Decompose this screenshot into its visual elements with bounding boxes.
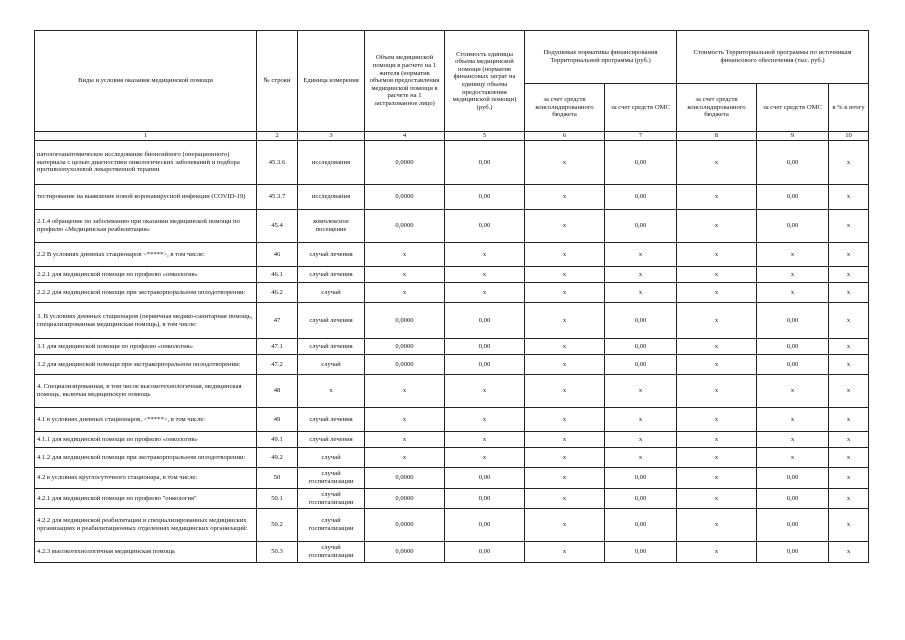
row-norm-oms: 0,00 (605, 468, 677, 489)
table-row (35, 542, 869, 563)
row-unit: случай лечения (298, 432, 365, 448)
row-unit-cost: 0,00 (445, 509, 525, 542)
row-cost-percent: х (829, 542, 869, 563)
row-cost-percent: х (829, 432, 869, 448)
row-unit-cost: х (445, 408, 525, 432)
row-name: 3. В условиях дневных стационаров (первичная медико-санитарная помощь, специализированная медицинская помощь), в том числе: (35, 303, 257, 339)
row-cost-oms: 0,00 (757, 185, 829, 210)
row-cost-percent: х (829, 375, 869, 408)
row-cost-percent: х (829, 141, 869, 185)
row-unit-cost: х (445, 243, 525, 267)
column-number: 9 (757, 132, 829, 141)
row-cost-budget: х (677, 355, 757, 375)
row-cost-budget: х (677, 468, 757, 489)
row-volume: х (365, 408, 445, 432)
row-unit-cost: х (445, 448, 525, 468)
row-name: 4.1 в условиях дневных стационаров, <*****>, в том числе: (35, 408, 257, 432)
header-sub-pct: в % к итогу (829, 84, 869, 132)
row-norm-budget: х (525, 432, 605, 448)
row-norm-oms: 0,00 (605, 489, 677, 509)
row-cost-budget: х (677, 432, 757, 448)
row-norm-budget: х (525, 509, 605, 542)
row-cost-oms: х (757, 432, 829, 448)
row-cost-percent: х (829, 185, 869, 210)
row-unit: случай госпитализации (298, 509, 365, 542)
row-cost-percent: х (829, 267, 869, 283)
row-unit-cost: 0,00 (445, 355, 525, 375)
row-cost-oms: 0,00 (757, 303, 829, 339)
row-cost-budget: х (677, 448, 757, 468)
column-number: 6 (525, 132, 605, 141)
column-number: 1 (35, 132, 257, 141)
row-cost-oms: 0,00 (757, 141, 829, 185)
table-row (35, 210, 869, 243)
row-unit: случай лечения (298, 408, 365, 432)
row-norm-budget: х (525, 210, 605, 243)
row-line-number: 50 (257, 468, 298, 489)
row-norm-budget: х (525, 303, 605, 339)
row-norm-oms: х (605, 283, 677, 303)
row-norm-budget: х (525, 339, 605, 355)
row-norm-budget: х (525, 408, 605, 432)
row-norm-budget: х (525, 243, 605, 267)
row-cost-oms: 0,00 (757, 489, 829, 509)
row-volume: х (365, 243, 445, 267)
row-cost-percent: х (829, 283, 869, 303)
row-unit: случай лечения (298, 303, 365, 339)
row-cost-budget: х (677, 283, 757, 303)
table-row (35, 339, 869, 355)
row-norm-oms: 0,00 (605, 185, 677, 210)
table-row (35, 303, 869, 339)
row-line-number: 46.2 (257, 283, 298, 303)
row-cost-percent: х (829, 210, 869, 243)
row-cost-budget: х (677, 243, 757, 267)
row-name: 2.1.4 обращение по заболеванию при оказании медицинской помощи по профилю «Медицинская реабилитация» (35, 210, 257, 243)
row-norm-oms: х (605, 408, 677, 432)
row-unit-cost: 0,00 (445, 303, 525, 339)
header-volume: Объем медицинской помощи в расчете на 1 жителя (норматив объемов предоставления медицинской помощи в расчете на 1 застрахованное лицо) (365, 31, 445, 132)
table-row (35, 185, 869, 210)
row-unit-cost: х (445, 432, 525, 448)
row-volume: х (365, 375, 445, 408)
row-cost-oms: 0,00 (757, 509, 829, 542)
row-line-number: 49.2 (257, 448, 298, 468)
table-row (35, 243, 869, 267)
table-row (35, 141, 869, 185)
row-norm-budget: х (525, 489, 605, 509)
row-cost-budget: х (677, 339, 757, 355)
row-norm-budget: х (525, 468, 605, 489)
row-unit-cost: х (445, 375, 525, 408)
row-line-number: 46.1 (257, 267, 298, 283)
table-row (35, 408, 869, 432)
table-row (35, 468, 869, 489)
table-row (35, 509, 869, 542)
row-cost-oms: х (757, 375, 829, 408)
row-cost-budget: х (677, 509, 757, 542)
row-volume: 0,0000 (365, 468, 445, 489)
row-line-number: 48 (257, 375, 298, 408)
row-volume: х (365, 283, 445, 303)
row-norm-budget: х (525, 185, 605, 210)
header-group-cost: Стоимость Территориальной программы по источникам финансового обеспечения (тыс. руб.) (677, 31, 869, 84)
row-unit: случай госпитализации (298, 468, 365, 489)
row-name: 4.2.3 высокотехнологичная медицинская помощь (35, 542, 257, 563)
row-unit: исследования (298, 141, 365, 185)
row-cost-percent: х (829, 408, 869, 432)
row-unit: х (298, 375, 365, 408)
row-cost-percent: х (829, 303, 869, 339)
row-name: 4. Специализированная, в том числе высокотехнологичная, медицинская помощь, включая медицинскую помощь (35, 375, 257, 408)
row-line-number: 47.2 (257, 355, 298, 375)
row-name: 4.2.1 для медицинской помощи по профилю "онкология" (35, 489, 257, 509)
row-cost-oms: х (757, 408, 829, 432)
row-volume: х (365, 432, 445, 448)
row-volume: х (365, 267, 445, 283)
column-number: 8 (677, 132, 757, 141)
row-norm-budget: х (525, 448, 605, 468)
table-body (35, 141, 869, 563)
row-unit-cost: 0,00 (445, 339, 525, 355)
row-cost-oms: х (757, 283, 829, 303)
row-line-number: 49 (257, 408, 298, 432)
row-cost-percent: х (829, 243, 869, 267)
row-cost-oms: 0,00 (757, 210, 829, 243)
row-norm-budget: х (525, 267, 605, 283)
row-unit: случай (298, 355, 365, 375)
row-volume: 0,0000 (365, 339, 445, 355)
table-row (35, 448, 869, 468)
row-volume: 0,0000 (365, 210, 445, 243)
row-unit: случай лечения (298, 339, 365, 355)
header-group-norm: Подушевые нормативы финансирования Территориальной программы (руб.) (525, 31, 677, 84)
row-line-number: 45.3.6 (257, 141, 298, 185)
row-line-number: 46 (257, 243, 298, 267)
row-norm-oms: х (605, 448, 677, 468)
row-cost-budget: х (677, 375, 757, 408)
row-unit: случай госпитализации (298, 542, 365, 563)
row-norm-oms: х (605, 267, 677, 283)
row-unit: комплексное посещение (298, 210, 365, 243)
row-unit-cost: 0,00 (445, 141, 525, 185)
financing-table (34, 30, 869, 563)
header-cost: Стоимость единицы объема медицинской помощи (норматив финансовых затрат на единицу объема предоставления медицинской помощи) (руб.) (445, 31, 525, 132)
column-number: 7 (605, 132, 677, 141)
row-norm-budget: х (525, 141, 605, 185)
row-unit-cost: 0,00 (445, 468, 525, 489)
row-volume: х (365, 448, 445, 468)
row-name: патологоанатомическое исследование биопсийного (операционного) материала с целью диагностики онкологических заболеваний и подбора противоопухолевой лекарственной терапии (35, 141, 257, 185)
header-unit: Единица измерения (298, 31, 365, 132)
row-volume: 0,0000 (365, 355, 445, 375)
row-cost-oms: 0,00 (757, 339, 829, 355)
header-sub-budget: за счет средств консолидированного бюджета (525, 84, 605, 132)
header-line: № строки (257, 31, 298, 132)
table-row (35, 432, 869, 448)
table-row (35, 283, 869, 303)
row-unit-cost: 0,00 (445, 210, 525, 243)
row-volume: 0,0000 (365, 303, 445, 339)
row-volume: 0,0000 (365, 489, 445, 509)
row-line-number: 50.1 (257, 489, 298, 509)
table-row (35, 267, 869, 283)
row-line-number: 49.1 (257, 432, 298, 448)
row-norm-budget: х (525, 375, 605, 408)
row-unit: исследования (298, 185, 365, 210)
row-name: 4.2.2 для медицинской реабилитации в специализированных медицинских организациях и реабилитационных отделениях медицинских организаций: (35, 509, 257, 542)
row-unit: случай (298, 283, 365, 303)
table-row (35, 489, 869, 509)
row-cost-budget: х (677, 542, 757, 563)
row-norm-oms: 0,00 (605, 509, 677, 542)
row-name: 2.2 В условиях дневных стационаров <*****>, в том числе: (35, 243, 257, 267)
row-cost-percent: х (829, 489, 869, 509)
row-cost-oms: 0,00 (757, 468, 829, 489)
row-cost-percent: х (829, 468, 869, 489)
row-cost-percent: х (829, 355, 869, 375)
row-line-number: 45.3.7 (257, 185, 298, 210)
row-norm-budget: х (525, 283, 605, 303)
row-unit-cost: х (445, 283, 525, 303)
row-unit-cost: х (445, 267, 525, 283)
column-number: 5 (445, 132, 525, 141)
row-cost-oms: 0,00 (757, 542, 829, 563)
row-norm-oms: 0,00 (605, 210, 677, 243)
header-sub-budget-2: за счет средств консолидированного бюджета (677, 84, 757, 132)
row-name: тестирование на выявление новой коронавирусной инфекции (COVID-19) (35, 185, 257, 210)
row-cost-percent: х (829, 339, 869, 355)
row-line-number: 50.2 (257, 509, 298, 542)
row-unit-cost: 0,00 (445, 489, 525, 509)
row-norm-oms: х (605, 432, 677, 448)
row-cost-budget: х (677, 489, 757, 509)
column-number: 4 (365, 132, 445, 141)
row-volume: 0,0000 (365, 542, 445, 563)
column-number: 10 (829, 132, 869, 141)
row-cost-oms: х (757, 243, 829, 267)
row-line-number: 50.3 (257, 542, 298, 563)
row-norm-oms: 0,00 (605, 141, 677, 185)
row-norm-oms: х (605, 243, 677, 267)
row-name: 4.2 в условиях круглосуточного стационара, в том числе: (35, 468, 257, 489)
column-number: 2 (257, 132, 298, 141)
table-row (35, 375, 869, 408)
row-name: 3.2 для медицинской помощи при экстракорпоральном оплодотворении: (35, 355, 257, 375)
row-unit-cost: 0,00 (445, 542, 525, 563)
row-cost-budget: х (677, 408, 757, 432)
header-sub-oms: за счет средств ОМС (605, 84, 677, 132)
row-cost-percent: х (829, 509, 869, 542)
row-name: 2.2.1 для медицинской помощи по профилю «онкология» (35, 267, 257, 283)
row-cost-oms: 0,00 (757, 355, 829, 375)
row-line-number: 45.4 (257, 210, 298, 243)
column-number: 3 (298, 132, 365, 141)
row-cost-oms: х (757, 267, 829, 283)
row-cost-percent: х (829, 448, 869, 468)
row-norm-budget: х (525, 355, 605, 375)
row-cost-budget: х (677, 185, 757, 210)
row-line-number: 47.1 (257, 339, 298, 355)
row-norm-oms: 0,00 (605, 542, 677, 563)
table-row (35, 355, 869, 375)
row-unit: случай госпитализации (298, 489, 365, 509)
row-name: 2.2.2 для медицинской помощи при экстракорпоральном оплодотворении: (35, 283, 257, 303)
column-number-row (35, 132, 869, 141)
row-unit: случай (298, 448, 365, 468)
row-cost-budget: х (677, 267, 757, 283)
row-name: 4.1.2 для медицинской помощи при экстракорпоральном оплодотворении: (35, 448, 257, 468)
row-volume: 0,0000 (365, 509, 445, 542)
row-unit: случай лечения (298, 243, 365, 267)
row-unit: случай лечения (298, 267, 365, 283)
table-header (35, 31, 869, 141)
row-name: 4.1.1 для медицинской помощи по профилю «онкология» (35, 432, 257, 448)
row-norm-oms: х (605, 375, 677, 408)
row-cost-budget: х (677, 210, 757, 243)
row-norm-oms: 0,00 (605, 303, 677, 339)
header-sub-oms-2: за счет средств ОМС (757, 84, 829, 132)
row-norm-oms: 0,00 (605, 355, 677, 375)
row-cost-budget: х (677, 303, 757, 339)
row-cost-budget: х (677, 141, 757, 185)
row-cost-oms: х (757, 448, 829, 468)
row-unit-cost: 0,00 (445, 185, 525, 210)
header-name: Виды и условия оказания медицинской помощи (35, 31, 257, 132)
row-norm-budget: х (525, 542, 605, 563)
row-volume: 0,0000 (365, 141, 445, 185)
row-name: 3.1 для медицинской помощи по профилю «онкология» (35, 339, 257, 355)
row-norm-oms: 0,00 (605, 339, 677, 355)
row-volume: 0,0000 (365, 185, 445, 210)
row-line-number: 47 (257, 303, 298, 339)
